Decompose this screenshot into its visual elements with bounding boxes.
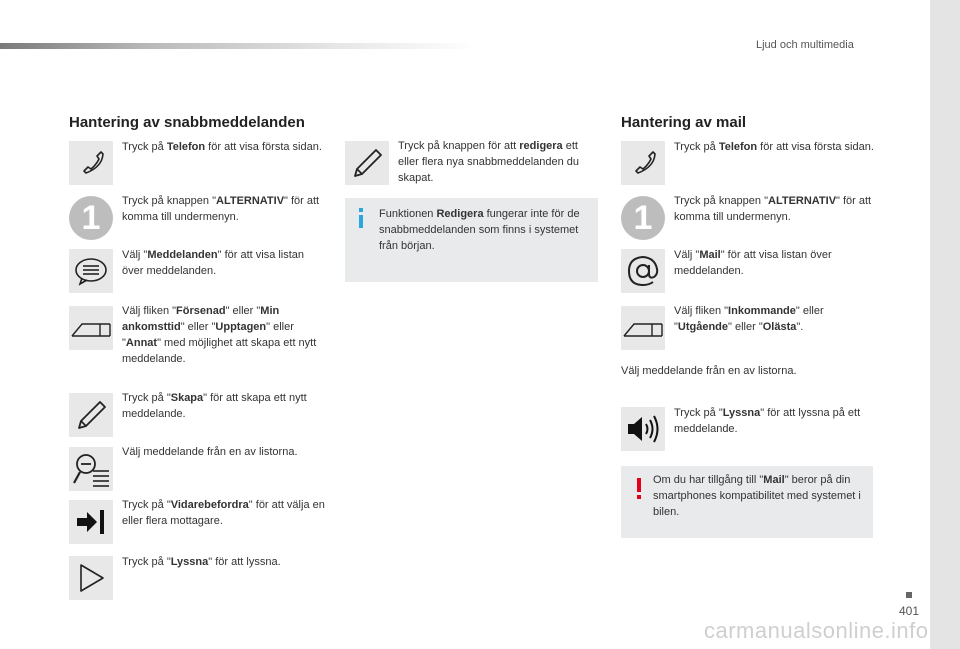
info-note-text: Funktionen Redigera fungerar inte för de snabbmeddelanden som finns i systemet från början. xyxy=(379,208,580,252)
right-step-3-text: Välj "Mail" för att visa listan över meddelanden. xyxy=(674,249,832,277)
left-step-3-text: Välj "Meddelanden" för att visa listan över meddelanden. xyxy=(122,249,305,277)
at-sign-icon xyxy=(621,249,665,293)
page-number: 401 xyxy=(899,604,920,618)
play-triangle-icon xyxy=(69,556,113,600)
right-step-4-text: Välj fliken "Inkommande" eller "Utgående" eller "Olästa". xyxy=(674,305,824,333)
speaker-icon xyxy=(621,407,665,451)
warning-note-text: Om du har tillgång till "Mail" beror på din smartphones kompatibilitet med systemet i bilen. xyxy=(653,474,861,518)
page-marker-dot xyxy=(906,592,912,598)
forward-arrow-icon xyxy=(69,500,113,544)
step-number-badge: 1 xyxy=(69,196,113,240)
right-plain-text: Välj meddelande från en av listorna. xyxy=(621,365,797,377)
pencil-icon xyxy=(345,141,389,185)
left-step-2-text: Tryck på knappen "ALTERNATIV" för att komma till undermenyn. xyxy=(122,195,320,223)
left-heading: Hantering av snabbmeddelanden xyxy=(69,114,305,131)
right-heading: Hantering av mail xyxy=(621,114,747,131)
phone-handset-icon xyxy=(621,141,665,185)
warning-note xyxy=(621,466,873,538)
right-step-1-text: Tryck på Telefon för att visa första sidan. xyxy=(674,141,874,153)
phone-handset-icon xyxy=(69,141,113,185)
exclamation-icon xyxy=(637,478,641,500)
left-step-8-text: Tryck på "Lyssna" för att lyssna. xyxy=(122,556,281,568)
info-note xyxy=(345,198,598,282)
tab-folder-icon xyxy=(69,306,113,350)
speech-bubble-lines-icon xyxy=(69,249,113,293)
left-step-5-text: Tryck på "Skapa" för att skapa ett nytt meddelande. xyxy=(122,392,307,420)
page-edge-sidebar xyxy=(930,0,960,649)
listen-step-text: Tryck på "Lyssna" för att lyssna på ett meddelande. xyxy=(674,407,861,435)
header-gradient-bar xyxy=(0,43,480,49)
watermark-text: carmanualsonline.info xyxy=(704,618,929,643)
pencil-icon xyxy=(69,393,113,437)
tab-folder-icon xyxy=(621,306,665,350)
section-title: Ljud och multimedia xyxy=(756,39,854,51)
left-step-7-text: Tryck på "Vidarebefordra" för att välja en eller flera mottagare. xyxy=(122,499,325,527)
right-step-2-text: Tryck på knappen "ALTERNATIV" för att komma till undermenyn. xyxy=(674,195,872,223)
left-step-1-text: Tryck på Telefon för att visa första sidan. xyxy=(122,141,322,153)
left-step-6-text: Välj meddelande från en av listorna. xyxy=(122,446,298,458)
left-step-4-text: Välj fliken "Försenad" eller "Min ankomsttid" eller "Upptagen" eller "Annat" med möjlighet att skapa ett nytt meddelande. xyxy=(122,305,317,365)
list-select-icon xyxy=(69,447,113,491)
edit-step-text: Tryck på knappen för att redigera ett eller flera nya snabbmeddelanden du skapat. xyxy=(398,140,580,184)
step-number-badge: 1 xyxy=(621,196,665,240)
info-icon xyxy=(359,208,363,228)
